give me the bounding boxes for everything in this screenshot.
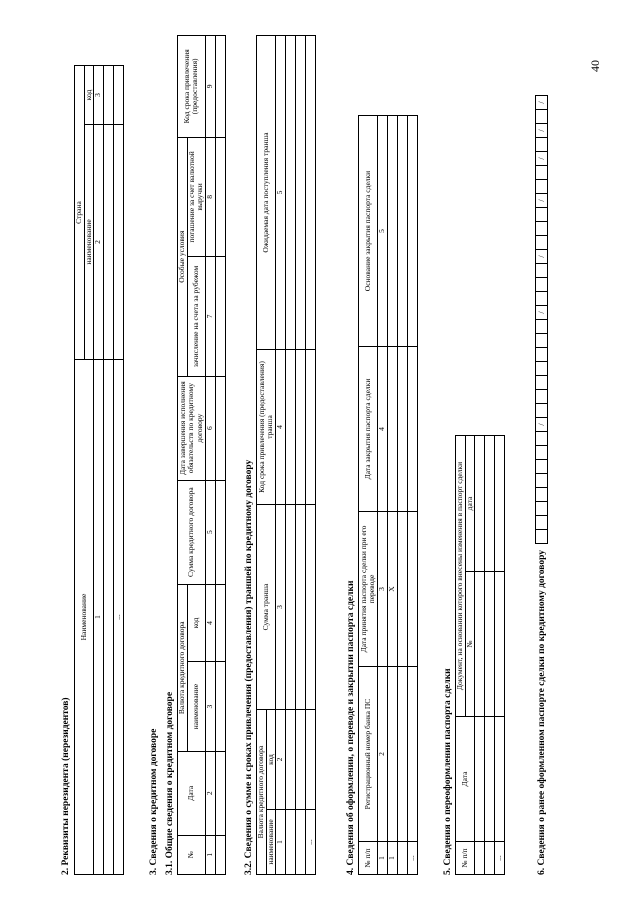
tranche-table [256,35,316,875]
num-cell: 4 [378,347,388,512]
num-cell: 5 [378,116,388,347]
section-6 [535,96,548,875]
col-tranche-term: Код срока привлечения (предоставления) транша [257,350,276,505]
table-cell [408,667,418,842]
section-3-2 [243,35,316,875]
passport-number-box [535,137,548,152]
table-cell [408,347,418,512]
section-6-title: 6. Сведения о ранее оформленном паспорте сделки по кредитному договору [536,550,547,875]
table-cell: ... [408,842,418,875]
num-cell: 3 [378,512,388,667]
table-cell [485,717,495,842]
credit-general-table [177,35,226,875]
table-cell [215,376,225,480]
col-close-date: Дата закрытия паспорта сделки [359,347,378,512]
reissue-table [455,435,505,875]
table-cell [296,810,306,875]
section-5 [442,435,505,875]
section-2-title: 2. Реквизиты нерезидента (нерезидентов) [61,697,71,875]
table-cell [408,116,418,347]
num-cell: 7 [205,257,215,377]
col-doc: Документ, на основании которого внесены изменения в паспорт сделки [456,436,466,717]
section-3-1-title: 3.1. Общие сведения о кредитном договоре [165,691,175,875]
col-doc-date: дата [465,436,475,572]
num-cell: 4 [205,584,215,662]
table-cell [296,350,306,505]
section-3 [148,35,226,875]
table-cell [286,710,296,810]
table-cell [286,36,296,350]
col-no: № п/п [456,842,475,875]
passport-number-box [535,529,548,544]
passport-number-box [535,515,548,530]
num-cell: 8 [205,137,215,257]
passport-number-box [535,361,548,376]
table-cell [296,710,306,810]
col-doc-no: № [465,572,475,717]
page-number: 40 [588,60,602,72]
table-cell [215,480,225,584]
section-3-title: 3. Сведения о кредитном договоре [149,728,159,875]
table-cell [104,66,114,125]
num-cell: 1 [205,835,215,874]
table-cell: X [388,512,398,667]
col-country: Страна [75,66,85,360]
table-cell: ... [114,360,124,875]
num-cell: 2 [276,710,286,810]
passport-number-box: / [535,151,548,166]
table-cell [306,710,316,810]
table-cell [398,347,408,512]
table-cell [215,835,225,874]
passport-number-box: / [535,305,548,320]
table-cell: ... [495,842,505,875]
section-5-title: 5. Сведения о переоформлении паспорта сделки [443,668,453,875]
table-cell [388,667,398,842]
num-cell: 3 [276,505,286,710]
passport-number-box [535,235,548,250]
col-tranche-date: Ожидаемая дата поступления транша [257,36,276,350]
table-cell [398,667,408,842]
col-date: Дата [178,751,206,835]
num-cell: 4 [276,350,286,505]
table-cell [388,116,398,347]
table-cell [286,810,296,875]
passport-number-box: / [535,193,548,208]
passport-number-box [535,487,548,502]
num-cell: 3 [94,66,104,125]
table-cell [398,116,408,347]
col-currency: Валюта кредитного договора [178,584,188,751]
passport-number-box: / [535,95,548,110]
table-cell [475,572,485,717]
col-country-code: код [84,66,94,125]
num-cell: 1 [378,842,388,875]
passport-number-box: / [535,123,548,138]
col-repay: погашение за счет валютной выручки [187,137,205,257]
table-cell [398,842,408,875]
table-cell [306,350,316,505]
table-cell [495,572,505,717]
passport-number-box [535,473,548,488]
passport-number-box [535,445,548,460]
passport-number-box [535,389,548,404]
section-4 [345,115,418,875]
passport-number-box [535,403,548,418]
passport-number-box [535,375,548,390]
passport-number-box: / [535,417,548,432]
table-cell: ... [306,810,316,875]
col-currency-code: код [187,584,205,662]
passport-number-box [535,263,548,278]
passport-number-box [535,109,548,124]
table-cell [215,662,225,752]
table-cell [475,436,485,572]
table-cell [398,512,408,667]
num-cell: 5 [205,480,215,584]
table-cell [286,350,296,505]
col-no: № [178,835,206,874]
table-cell [296,36,306,350]
col-no: № п/п [359,842,378,875]
table-cell [286,505,296,710]
num-cell: 6 [205,376,215,480]
table-cell [296,505,306,710]
col-term-code: Код срока привлечения (предоставления) [178,36,206,138]
passport-number-box [535,207,548,222]
col-rub: зачисление на счета за рубежом [187,257,205,377]
table-cell [215,751,225,835]
num-cell: 2 [205,751,215,835]
col-tranche-amount: Сумма транша [257,505,276,710]
passport-number-box [535,347,548,362]
passport-number-box [535,277,548,292]
col-amount: Сумма кредитного договора [178,480,206,584]
table-cell [215,584,225,662]
passport-number-box: / [535,249,548,264]
col-country-name: наименование [84,125,94,360]
section-3-2-title: 3.2. Сведения о сумме и сроках привлечения (предоставления) траншей по кредитному договору [244,459,254,875]
passport-number-box [535,221,548,236]
section-2 [60,65,124,875]
table-cell [485,436,495,572]
table-cell [475,717,485,842]
table-cell: 1 [388,842,398,875]
col-currency-name: наименование [187,662,205,752]
table-cell [215,257,225,377]
passport-number-box [535,319,548,334]
col-special: Особые условия [178,137,188,376]
table-cell [215,137,225,257]
table-cell [215,36,225,138]
col-end-date: Дата завершения исполнения обязательств по кредитному договору [178,376,206,480]
col-basis: Основание закрытия паспорта сделки [359,116,378,347]
rotated-form [60,35,580,875]
table-cell [485,572,495,717]
col-date: Дата [456,717,475,842]
passport-table [358,115,418,875]
section-4-title: 4. Сведения об оформлении, о переводе и закрытии паспорта сделки [346,580,356,875]
table-cell [104,360,114,875]
num-cell: 1 [276,810,286,875]
num-cell: 2 [378,667,388,842]
table-cell [388,347,398,512]
table-cell [485,842,495,875]
table-cell [104,125,114,360]
num-cell: 2 [94,125,104,360]
table-cell [114,125,124,360]
num-cell: 9 [205,36,215,138]
table-cell [495,717,505,842]
nonresident-table [74,65,124,875]
table-cell [114,66,124,125]
passport-number-box [535,431,548,446]
passport-number-box [535,179,548,194]
table-cell [408,512,418,667]
passport-number-box [535,291,548,306]
passport-number-box [535,459,548,474]
passport-number-box [535,501,548,516]
num-cell: 3 [205,662,215,752]
num-cell: 5 [276,36,286,350]
table-cell [495,436,505,572]
col-bank: Регистрационный номер банка ПС [359,667,378,842]
col-name: Наименование [75,360,94,875]
col-currency-code: код [266,710,276,810]
passport-number-boxes [535,96,548,544]
table-cell [475,842,485,875]
passport-number-box [535,333,548,348]
col-currency: Валюта кредитного договора [257,710,267,875]
table-cell [306,505,316,710]
num-cell: 1 [94,360,104,875]
col-currency-name: наименование [266,810,276,875]
passport-number-box [535,165,548,180]
table-cell [306,36,316,350]
col-accept-date: Дата принятия паспорта сделки при его переводе [359,512,378,667]
